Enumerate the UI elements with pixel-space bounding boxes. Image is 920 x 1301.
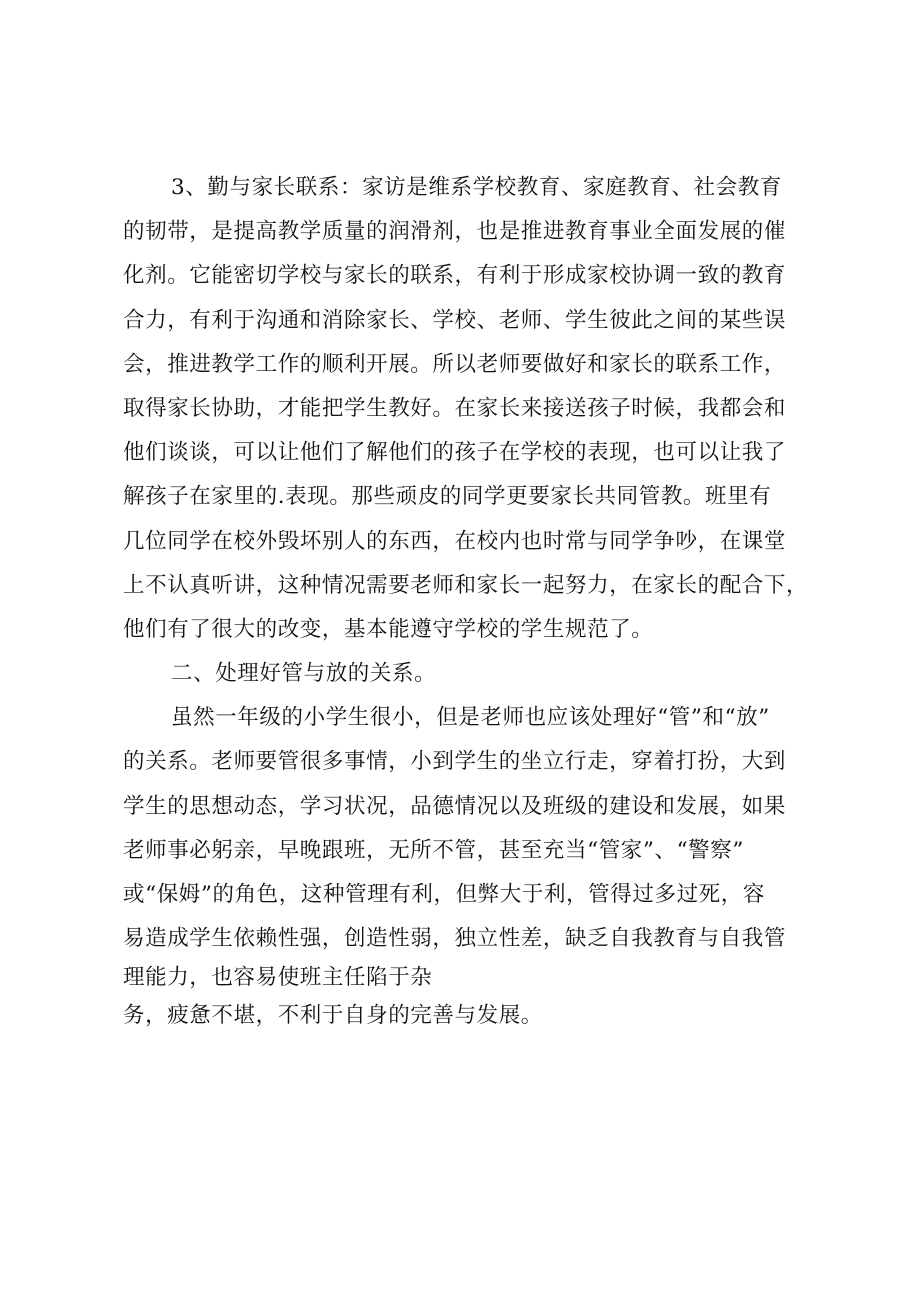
text-line: 的关系。老师要管很多事情，小到学生的坐立行走，穿着打扮，大到 xyxy=(123,749,787,775)
paragraph-manage-and-release xyxy=(123,696,833,1038)
text-line: 上不认真听讲，这种情况需要老师和家长一起努力，在家长的配合下， xyxy=(123,572,809,598)
text-line: 3、勤与家长联系：家访是维系学校教育、家庭教育、社会教育 xyxy=(171,175,782,200)
document-body xyxy=(123,166,833,1039)
text-line: 几位同学在校外毁坏别人的东西，在校内也时常与同学争吵，在课堂 xyxy=(123,528,787,554)
paragraph-parent-contact xyxy=(123,166,833,652)
text-line: 取得家长协助，才能把学生教好。在家长来接送孩子时候，我都会和 xyxy=(123,395,787,421)
section-heading: 二、处理好管与放的关系。 xyxy=(171,661,437,687)
text-line: 解孩子在家里的.表现。那些顽皮的同学更要家长共同管教。班里有 xyxy=(123,484,772,510)
text-line: 理能力，也容易使班主任陷于杂 xyxy=(123,965,433,991)
text-line: 或“保姆”的角色，这种管理有利，但弊大于利，管得过多过死，容 xyxy=(123,882,765,907)
text-line: 易造成学生依赖性强，创造性弱，独立性差，缺乏自我教育与自我管 xyxy=(123,926,787,952)
text-line: 的韧带，是提高教学质量的润滑剂，也是推进教育事业全面发展的催 xyxy=(123,219,787,245)
text-line: 他们谈谈，可以让他们了解他们的孩子在学校的表现，也可以让我了 xyxy=(123,440,787,466)
text-line: 化剂。它能密切学校与家长的联系，有利于形成家校协调一致的教育 xyxy=(123,263,787,289)
text-line: 合力，有利于沟通和消除家长、学校、老师、学生彼此之间的某些误 xyxy=(123,307,787,333)
text-line: 学生的思想动态，学习状况，品德情况以及班级的建设和发展，如果 xyxy=(123,793,787,819)
text-line: 务，疲惫不堪，不利于自身的完善与发展。 xyxy=(123,1003,543,1029)
text-line: 会，推进教学工作的顺利开展。所以老师要做好和家长的联系工作， xyxy=(123,351,787,377)
text-line: 他们有了很大的改变，基本能遵守学校的学生规范了。 xyxy=(123,616,654,642)
text-line: 虽然一年级的小学生很小，但是老师也应该处理好“管”和“放” xyxy=(171,705,770,731)
text-line: 老师事必躬亲，早晚跟班，无所不管，甚至充当“管家”、“警察” xyxy=(123,837,744,863)
